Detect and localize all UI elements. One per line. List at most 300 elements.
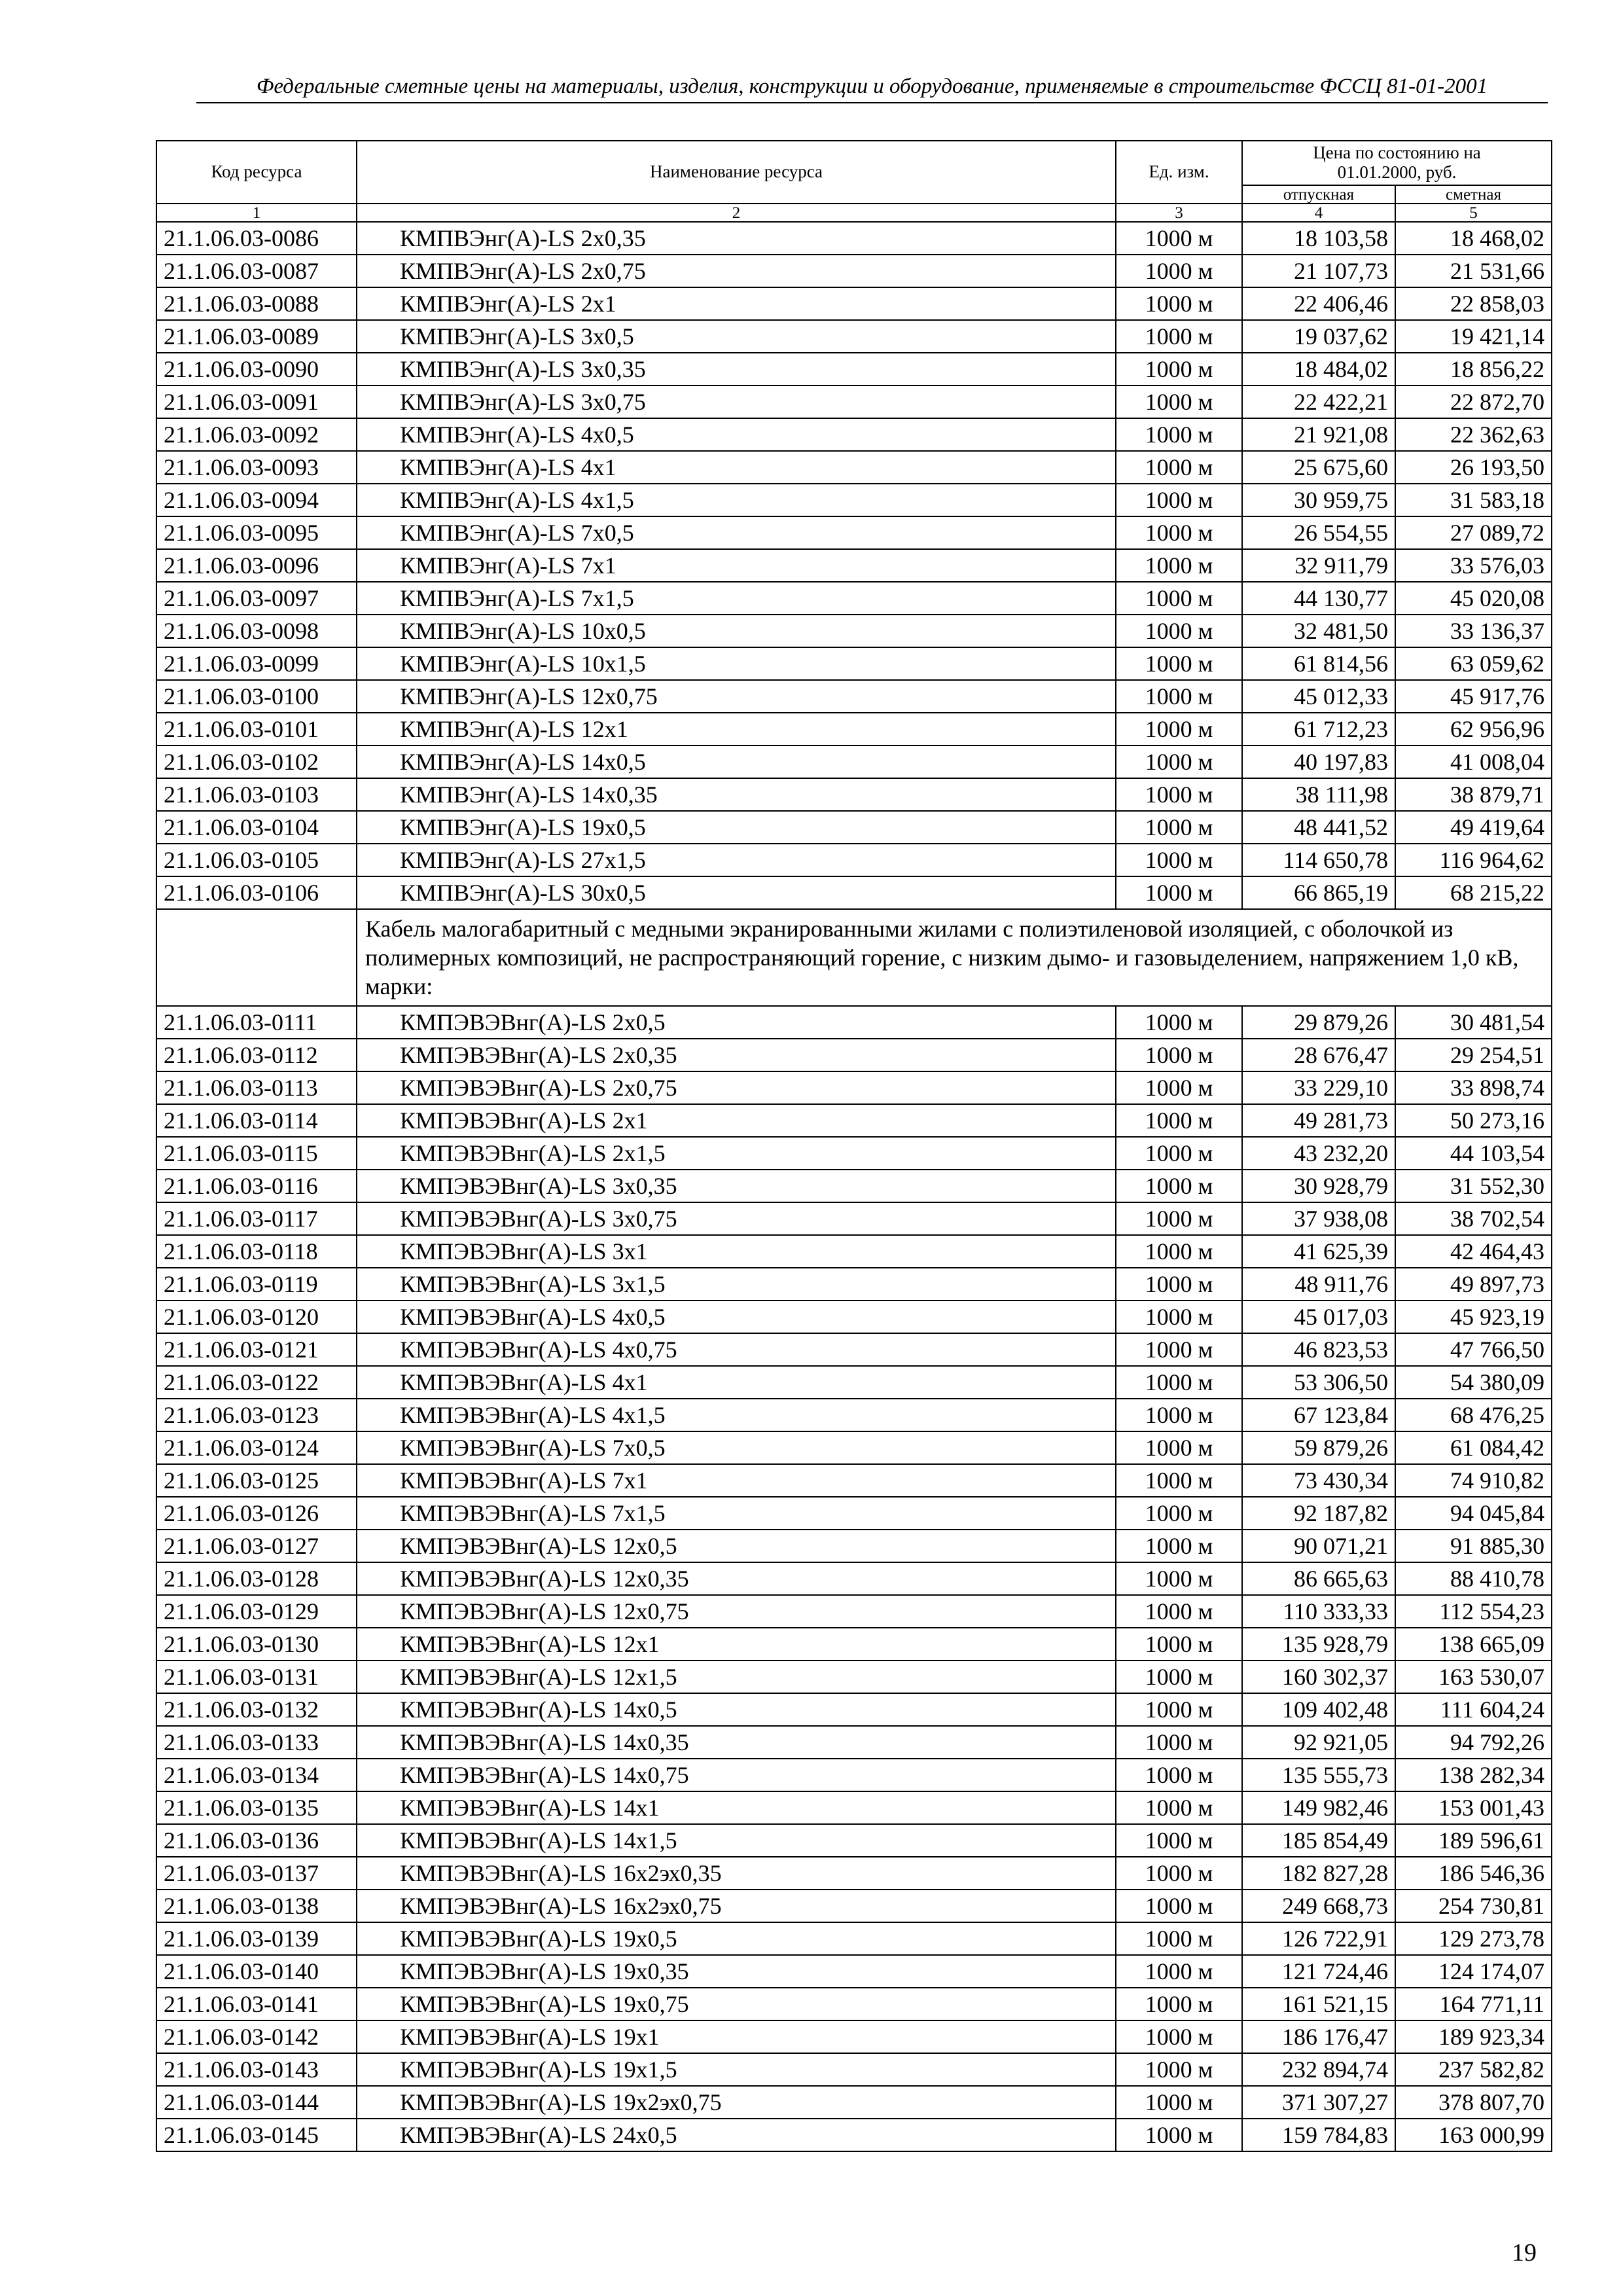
cell-estimate-price: 45 917,76: [1395, 680, 1552, 713]
header-name: Наименование ресурса: [357, 141, 1116, 204]
cell-code: 21.1.06.03-0131: [156, 1660, 357, 1693]
cell-release-price: 32 911,79: [1242, 549, 1395, 582]
cell-code: 21.1.06.03-0099: [156, 647, 357, 680]
cell-unit: 1000 м: [1116, 2086, 1242, 2119]
cell-code: 21.1.06.03-0140: [156, 1955, 357, 1988]
price-table: [156, 140, 1552, 2152]
cell-code: 21.1.06.03-0105: [156, 844, 357, 876]
section-description-row: [156, 909, 1552, 1006]
table-row: [156, 1955, 1552, 1988]
cell-unit: 1000 м: [1116, 1235, 1242, 1268]
cell-unit: 1000 м: [1116, 1759, 1242, 1791]
cell-release-price: 61 712,23: [1242, 713, 1395, 745]
cell-code: 21.1.06.03-0092: [156, 418, 357, 451]
cell-release-price: 185 854,49: [1242, 1824, 1395, 1857]
cell-release-price: 30 928,79: [1242, 1170, 1395, 1202]
cell-unit: 1000 м: [1116, 1104, 1242, 1137]
cell-name: КМПВЭнг(А)-LS 3х0,75: [357, 386, 1116, 418]
cell-name: КМПЭВЭВнг(А)-LS 3х0,35: [357, 1170, 1116, 1202]
cell-name: КМПЭВЭВнг(А)-LS 12х0,35: [357, 1562, 1116, 1595]
cell-name: КМПВЭнг(А)-LS 30х0,5: [357, 876, 1116, 909]
table-row: [156, 1202, 1552, 1235]
cell-code: 21.1.06.03-0129: [156, 1595, 357, 1628]
header-code: Код ресурса: [156, 141, 357, 204]
cell-unit: 1000 м: [1116, 713, 1242, 745]
cell-name: КМПЭВЭВнг(А)-LS 24х0,5: [357, 2119, 1116, 2151]
cell-name: КМПВЭнг(А)-LS 4х0,5: [357, 418, 1116, 451]
cell-code: 21.1.06.03-0098: [156, 615, 357, 647]
cell-estimate-price: 124 174,07: [1395, 1955, 1552, 1988]
table-row: [156, 516, 1552, 549]
table-row: [156, 2086, 1552, 2119]
cell-release-price: 67 123,84: [1242, 1399, 1395, 1431]
cell-code: 21.1.06.03-0117: [156, 1202, 357, 1235]
table-row: [156, 1660, 1552, 1693]
cell-estimate-price: 38 702,54: [1395, 1202, 1552, 1235]
cell-estimate-price: 42 464,43: [1395, 1235, 1552, 1268]
cell-estimate-price: 112 554,23: [1395, 1595, 1552, 1628]
table-row: [156, 2020, 1552, 2053]
cell-estimate-price: 22 362,63: [1395, 418, 1552, 451]
cell-unit: 1000 м: [1116, 844, 1242, 876]
cell-code: 21.1.06.03-0102: [156, 745, 357, 778]
cell-name: КМПЭВЭВнг(А)-LS 4х1,5: [357, 1399, 1116, 1431]
table-row: [156, 1268, 1552, 1300]
cell-release-price: 126 722,91: [1242, 1922, 1395, 1955]
cell-name: КМПЭВЭВнг(А)-LS 3х1,5: [357, 1268, 1116, 1300]
cell-unit: 1000 м: [1116, 549, 1242, 582]
cell-release-price: 49 281,73: [1242, 1104, 1395, 1137]
cell-name: КМПВЭнг(А)-LS 3х0,35: [357, 353, 1116, 386]
cell-code: 21.1.06.03-0120: [156, 1300, 357, 1333]
column-number-row: [156, 204, 1552, 222]
cell-release-price: 33 229,10: [1242, 1071, 1395, 1104]
cell-unit: 1000 м: [1116, 222, 1242, 255]
table-row: [156, 1628, 1552, 1660]
cell-unit: 1000 м: [1116, 1693, 1242, 1726]
table-row: [156, 1530, 1552, 1562]
cell-name: КМПВЭнг(А)-LS 2х1: [357, 287, 1116, 320]
table-row: [156, 1497, 1552, 1530]
cell-name: КМПЭВЭВнг(А)-LS 16х2эх0,35: [357, 1857, 1116, 1890]
cell-estimate-price: 31 583,18: [1395, 484, 1552, 516]
cell-unit: 1000 м: [1116, 1366, 1242, 1399]
cell-code: 21.1.06.03-0133: [156, 1726, 357, 1759]
cell-code: 21.1.06.03-0135: [156, 1791, 357, 1824]
cell-release-price: 19 037,62: [1242, 320, 1395, 353]
cell-code: 21.1.06.03-0123: [156, 1399, 357, 1431]
cell-estimate-price: 29 254,51: [1395, 1039, 1552, 1071]
cell-name: КМПВЭнг(А)-LS 14х0,35: [357, 778, 1116, 811]
header-price-group: Цена по состоянию на 01.01.2000, руб.: [1242, 141, 1552, 185]
header-unit: Ед. изм.: [1116, 141, 1242, 204]
cell-code: 21.1.06.03-0091: [156, 386, 357, 418]
cell-release-price: 73 430,34: [1242, 1464, 1395, 1497]
cell-estimate-price: 74 910,82: [1395, 1464, 1552, 1497]
cell-release-price: 22 422,21: [1242, 386, 1395, 418]
header-estimate-price: сметная: [1395, 185, 1552, 204]
cell-estimate-price: 111 604,24: [1395, 1693, 1552, 1726]
cell-unit: 1000 м: [1116, 320, 1242, 353]
cell-estimate-price: 47 766,50: [1395, 1333, 1552, 1366]
cell-unit: 1000 м: [1116, 516, 1242, 549]
table-row: [156, 418, 1552, 451]
cell-unit: 1000 м: [1116, 615, 1242, 647]
cell-unit: 1000 м: [1116, 1333, 1242, 1366]
header-rule: [196, 102, 1548, 103]
cell-release-price: 249 668,73: [1242, 1890, 1395, 1922]
cell-name: КМПВЭнг(А)-LS 7х1: [357, 549, 1116, 582]
cell-estimate-price: 186 546,36: [1395, 1857, 1552, 1890]
cell-code: 21.1.06.03-0141: [156, 1988, 357, 2020]
cell-code: 21.1.06.03-0115: [156, 1137, 357, 1170]
table-row: [156, 876, 1552, 909]
table-row: [156, 1399, 1552, 1431]
cell-code: 21.1.06.03-0130: [156, 1628, 357, 1660]
cell-release-price: 25 675,60: [1242, 451, 1395, 484]
cell-release-price: 21 921,08: [1242, 418, 1395, 451]
cell-estimate-price: 189 596,61: [1395, 1824, 1552, 1857]
cell-code: 21.1.06.03-0127: [156, 1530, 357, 1562]
table-row: [156, 647, 1552, 680]
table-row: [156, 745, 1552, 778]
cell-unit: 1000 м: [1116, 1071, 1242, 1104]
cell-unit: 1000 м: [1116, 418, 1242, 451]
cell-name: КМПЭВЭВнг(А)-LS 19х2эх0,75: [357, 2086, 1116, 2119]
cell-code: 21.1.06.03-0134: [156, 1759, 357, 1791]
cell-release-price: 30 959,75: [1242, 484, 1395, 516]
cell-release-price: 121 724,46: [1242, 1955, 1395, 1988]
cell-code: 21.1.06.03-0137: [156, 1857, 357, 1890]
cell-code: 21.1.06.03-0106: [156, 876, 357, 909]
cell-code: 21.1.06.03-0113: [156, 1071, 357, 1104]
cell-release-price: 61 814,56: [1242, 647, 1395, 680]
cell-code: 21.1.06.03-0122: [156, 1366, 357, 1399]
cell-unit: 1000 м: [1116, 1791, 1242, 1824]
cell-unit: 1000 м: [1116, 680, 1242, 713]
cell-unit: 1000 м: [1116, 1660, 1242, 1693]
header-release-price: отпускная: [1242, 185, 1395, 204]
cell-unit: 1000 м: [1116, 876, 1242, 909]
cell-release-price: 161 521,15: [1242, 1988, 1395, 2020]
cell-release-price: 159 784,83: [1242, 2119, 1395, 2151]
cell-unit: 1000 м: [1116, 647, 1242, 680]
cell-name: КМПЭВЭВнг(А)-LS 2х1: [357, 1104, 1116, 1137]
cell-estimate-price: 18 468,02: [1395, 222, 1552, 255]
cell-code: 21.1.06.03-0089: [156, 320, 357, 353]
cell-code: 21.1.06.03-0138: [156, 1890, 357, 1922]
cell-name: КМПЭВЭВнг(А)-LS 2х1,5: [357, 1137, 1116, 1170]
cell-code: 21.1.06.03-0086: [156, 222, 357, 255]
cell-unit: 1000 м: [1116, 778, 1242, 811]
cell-code: 21.1.06.03-0111: [156, 1006, 357, 1039]
cell-release-price: 45 017,03: [1242, 1300, 1395, 1333]
cell-name: КМПЭВЭВнг(А)-LS 2х0,35: [357, 1039, 1116, 1071]
cell-name: КМПВЭнг(А)-LS 3х0,5: [357, 320, 1116, 353]
cell-name: КМПЭВЭВнг(А)-LS 7х1: [357, 1464, 1116, 1497]
cell-name: КМПЭВЭВнг(А)-LS 12х0,5: [357, 1530, 1116, 1562]
cell-estimate-price: 189 923,34: [1395, 2020, 1552, 2053]
cell-estimate-price: 378 807,70: [1395, 2086, 1552, 2119]
table-row: [156, 1039, 1552, 1071]
cell-release-price: 32 481,50: [1242, 615, 1395, 647]
table-row: [156, 1595, 1552, 1628]
cell-name: КМПВЭнг(А)-LS 2х0,35: [357, 222, 1116, 255]
column-number: 5: [1395, 204, 1552, 222]
cell-code: 21.1.06.03-0101: [156, 713, 357, 745]
cell-unit: 1000 м: [1116, 1922, 1242, 1955]
cell-estimate-price: 44 103,54: [1395, 1137, 1552, 1170]
cell-estimate-price: 94 792,26: [1395, 1726, 1552, 1759]
cell-unit: 1000 м: [1116, 451, 1242, 484]
table-row: [156, 1824, 1552, 1857]
cell-estimate-price: 164 771,11: [1395, 1988, 1552, 2020]
cell-release-price: 29 879,26: [1242, 1006, 1395, 1039]
cell-release-price: 232 894,74: [1242, 2053, 1395, 2086]
cell-unit: 1000 м: [1116, 1988, 1242, 2020]
cell-unit: 1000 м: [1116, 1170, 1242, 1202]
cell-release-price: 66 865,19: [1242, 876, 1395, 909]
cell-estimate-price: 33 898,74: [1395, 1071, 1552, 1104]
cell-estimate-price: 68 476,25: [1395, 1399, 1552, 1431]
cell-estimate-price: 91 885,30: [1395, 1530, 1552, 1562]
cell-name: КМПВЭнг(А)-LS 2х0,75: [357, 255, 1116, 287]
cell-name: КМПВЭнг(А)-LS 10х1,5: [357, 647, 1116, 680]
cell-estimate-price: 62 956,96: [1395, 713, 1552, 745]
table-row: [156, 1693, 1552, 1726]
cell-estimate-price: 163 530,07: [1395, 1660, 1552, 1693]
table-row: [156, 1726, 1552, 1759]
cell-name: КМПЭВЭВнг(А)-LS 4х0,75: [357, 1333, 1116, 1366]
cell-release-price: 53 306,50: [1242, 1366, 1395, 1399]
cell-unit: 1000 м: [1116, 2020, 1242, 2053]
cell-estimate-price: 31 552,30: [1395, 1170, 1552, 1202]
price-table-wrapper: [156, 140, 1552, 2152]
cell-name: КМПЭВЭВнг(А)-LS 2х0,75: [357, 1071, 1116, 1104]
cell-name: КМПЭВЭВнг(А)-LS 16х2эх0,75: [357, 1890, 1116, 1922]
cell-estimate-price: 138 665,09: [1395, 1628, 1552, 1660]
table-row: [156, 386, 1552, 418]
cell-unit: 1000 м: [1116, 484, 1242, 516]
cell-release-price: 92 187,82: [1242, 1497, 1395, 1530]
cell-estimate-price: 68 215,22: [1395, 876, 1552, 909]
table-row: [156, 1366, 1552, 1399]
cell-unit: 1000 м: [1116, 1530, 1242, 1562]
cell-estimate-price: 61 084,42: [1395, 1431, 1552, 1464]
cell-estimate-price: 38 879,71: [1395, 778, 1552, 811]
column-number: 4: [1242, 204, 1395, 222]
cell-unit: 1000 м: [1116, 353, 1242, 386]
table-row: [156, 1104, 1552, 1137]
cell-estimate-price: 50 273,16: [1395, 1104, 1552, 1137]
cell-name: КМПЭВЭВнг(А)-LS 14х0,75: [357, 1759, 1116, 1791]
cell-code: 21.1.06.03-0126: [156, 1497, 357, 1530]
cell-unit: 1000 м: [1116, 1497, 1242, 1530]
table-row: [156, 713, 1552, 745]
cell-unit: 1000 м: [1116, 386, 1242, 418]
running-header: Федеральные сметные цены на материалы, изделия, конструкции и оборудование, применяемые в строительстве ФССЦ 81-01-2001: [256, 75, 1488, 98]
cell-estimate-price: 30 481,54: [1395, 1006, 1552, 1039]
cell-release-price: 18 484,02: [1242, 353, 1395, 386]
cell-name: КМПВЭнг(А)-LS 14х0,5: [357, 745, 1116, 778]
table-row: [156, 1006, 1552, 1039]
table-row: [156, 222, 1552, 255]
cell-unit: 1000 м: [1116, 811, 1242, 844]
cell-release-price: 40 197,83: [1242, 745, 1395, 778]
cell-unit: 1000 м: [1116, 1464, 1242, 1497]
cell-name: КМПЭВЭВнг(А)-LS 2х0,5: [357, 1006, 1116, 1039]
cell-estimate-price: 22 858,03: [1395, 287, 1552, 320]
cell-release-price: 90 071,21: [1242, 1530, 1395, 1562]
table-row: [156, 1890, 1552, 1922]
cell-release-price: 26 554,55: [1242, 516, 1395, 549]
cell-code: 21.1.06.03-0114: [156, 1104, 357, 1137]
table-row: [156, 1137, 1552, 1170]
table-row: [156, 1300, 1552, 1333]
cell-estimate-price: 153 001,43: [1395, 1791, 1552, 1824]
cell-estimate-price: 19 421,14: [1395, 320, 1552, 353]
cell-name: КМПЭВЭВнг(А)-LS 19х0,75: [357, 1988, 1116, 2020]
table-row: [156, 353, 1552, 386]
cell-name: КМПЭВЭВнг(А)-LS 12х0,75: [357, 1595, 1116, 1628]
cell-name: КМПЭВЭВнг(А)-LS 3х1: [357, 1235, 1116, 1268]
cell-estimate-price: 33 136,37: [1395, 615, 1552, 647]
cell-unit: 1000 м: [1116, 582, 1242, 615]
cell-name: КМПЭВЭВнг(А)-LS 4х1: [357, 1366, 1116, 1399]
cell-unit: 1000 м: [1116, 1562, 1242, 1595]
table-row: [156, 1235, 1552, 1268]
cell-code: 21.1.06.03-0145: [156, 2119, 357, 2151]
cell-name: КМПВЭнг(А)-LS 19х0,5: [357, 811, 1116, 844]
cell-code: 21.1.06.03-0093: [156, 451, 357, 484]
table-row: [156, 582, 1552, 615]
cell-name: КМПВЭнг(А)-LS 4х1: [357, 451, 1116, 484]
table-row: [156, 811, 1552, 844]
cell-name: КМПЭВЭВнг(А)-LS 19х0,35: [357, 1955, 1116, 1988]
cell-unit: 1000 м: [1116, 2053, 1242, 2086]
table-row: [156, 1464, 1552, 1497]
cell-release-price: 109 402,48: [1242, 1693, 1395, 1726]
table-row: [156, 1857, 1552, 1890]
cell-unit: 1000 м: [1116, 1039, 1242, 1071]
table-row: [156, 844, 1552, 876]
section-description-empty-cell: [156, 909, 357, 1006]
cell-estimate-price: 88 410,78: [1395, 1562, 1552, 1595]
table-row: [156, 484, 1552, 516]
cell-release-price: 22 406,46: [1242, 287, 1395, 320]
cell-code: 21.1.06.03-0095: [156, 516, 357, 549]
cell-estimate-price: 63 059,62: [1395, 647, 1552, 680]
cell-unit: 1000 м: [1116, 1399, 1242, 1431]
cell-name: КМПЭВЭВнг(А)-LS 19х1,5: [357, 2053, 1116, 2086]
cell-estimate-price: 237 582,82: [1395, 2053, 1552, 2086]
cell-release-price: 182 827,28: [1242, 1857, 1395, 1890]
cell-estimate-price: 138 282,34: [1395, 1759, 1552, 1791]
cell-name: КМПЭВЭВнг(А)-LS 14х0,35: [357, 1726, 1116, 1759]
cell-estimate-price: 54 380,09: [1395, 1366, 1552, 1399]
cell-code: 21.1.06.03-0118: [156, 1235, 357, 1268]
cell-estimate-price: 254 730,81: [1395, 1890, 1552, 1922]
cell-estimate-price: 94 045,84: [1395, 1497, 1552, 1530]
cell-name: КМПВЭнг(А)-LS 7х0,5: [357, 516, 1116, 549]
cell-code: 21.1.06.03-0103: [156, 778, 357, 811]
cell-release-price: 48 441,52: [1242, 811, 1395, 844]
column-number: 3: [1116, 204, 1242, 222]
cell-unit: 1000 м: [1116, 1824, 1242, 1857]
cell-unit: 1000 м: [1116, 1137, 1242, 1170]
table-row: [156, 2053, 1552, 2086]
cell-estimate-price: 18 856,22: [1395, 353, 1552, 386]
cell-name: КМПЭВЭВнг(А)-LS 12х1,5: [357, 1660, 1116, 1693]
cell-name: КМПЭВЭВнг(А)-LS 14х1: [357, 1791, 1116, 1824]
column-number: 1: [156, 204, 357, 222]
cell-unit: 1000 м: [1116, 1202, 1242, 1235]
cell-code: 21.1.06.03-0088: [156, 287, 357, 320]
cell-name: КМПВЭнг(А)-LS 12х1: [357, 713, 1116, 745]
cell-name: КМПЭВЭВнг(А)-LS 19х1: [357, 2020, 1116, 2053]
cell-release-price: 135 555,73: [1242, 1759, 1395, 1791]
cell-release-price: 149 982,46: [1242, 1791, 1395, 1824]
cell-release-price: 45 012,33: [1242, 680, 1395, 713]
table-row: [156, 287, 1552, 320]
table-header-row: [156, 141, 1552, 185]
cell-estimate-price: 21 531,66: [1395, 255, 1552, 287]
cell-release-price: 114 650,78: [1242, 844, 1395, 876]
cell-estimate-price: 129 273,78: [1395, 1922, 1552, 1955]
cell-release-price: 160 302,37: [1242, 1660, 1395, 1693]
cell-estimate-price: 41 008,04: [1395, 745, 1552, 778]
table-row: [156, 1170, 1552, 1202]
cell-code: 21.1.06.03-0132: [156, 1693, 357, 1726]
table-row: [156, 1562, 1552, 1595]
cell-name: КМПВЭнг(А)-LS 7х1,5: [357, 582, 1116, 615]
cell-unit: 1000 м: [1116, 1857, 1242, 1890]
cell-name: КМПВЭнг(А)-LS 27х1,5: [357, 844, 1116, 876]
cell-unit: 1000 м: [1116, 1300, 1242, 1333]
cell-code: 21.1.06.03-0104: [156, 811, 357, 844]
cell-name: КМПЭВЭВнг(А)-LS 12х1: [357, 1628, 1116, 1660]
cell-name: КМПЭВЭВнг(А)-LS 4х0,5: [357, 1300, 1116, 1333]
cell-release-price: 44 130,77: [1242, 582, 1395, 615]
cell-release-price: 21 107,73: [1242, 255, 1395, 287]
cell-code: 21.1.06.03-0112: [156, 1039, 357, 1071]
cell-code: 21.1.06.03-0144: [156, 2086, 357, 2119]
cell-unit: 1000 м: [1116, 1006, 1242, 1039]
price-table-body: [156, 141, 1552, 2151]
cell-unit: 1000 м: [1116, 1955, 1242, 1988]
cell-release-price: 371 307,27: [1242, 2086, 1395, 2119]
cell-release-price: 38 111,98: [1242, 778, 1395, 811]
cell-code: 21.1.06.03-0100: [156, 680, 357, 713]
cell-unit: 1000 м: [1116, 1890, 1242, 1922]
cell-release-price: 43 232,20: [1242, 1137, 1395, 1170]
cell-code: 21.1.06.03-0116: [156, 1170, 357, 1202]
cell-name: КМПВЭнг(А)-LS 4х1,5: [357, 484, 1116, 516]
cell-estimate-price: 22 872,70: [1395, 386, 1552, 418]
cell-unit: 1000 м: [1116, 1726, 1242, 1759]
cell-estimate-price: 49 897,73: [1395, 1268, 1552, 1300]
cell-name: КМПЭВЭВнг(А)-LS 19х0,5: [357, 1922, 1116, 1955]
cell-release-price: 110 333,33: [1242, 1595, 1395, 1628]
table-row: [156, 549, 1552, 582]
cell-release-price: 48 911,76: [1242, 1268, 1395, 1300]
cell-code: 21.1.06.03-0094: [156, 484, 357, 516]
cell-code: 21.1.06.03-0142: [156, 2020, 357, 2053]
cell-release-price: 59 879,26: [1242, 1431, 1395, 1464]
cell-release-price: 86 665,63: [1242, 1562, 1395, 1595]
cell-unit: 1000 м: [1116, 745, 1242, 778]
cell-release-price: 186 176,47: [1242, 2020, 1395, 2053]
